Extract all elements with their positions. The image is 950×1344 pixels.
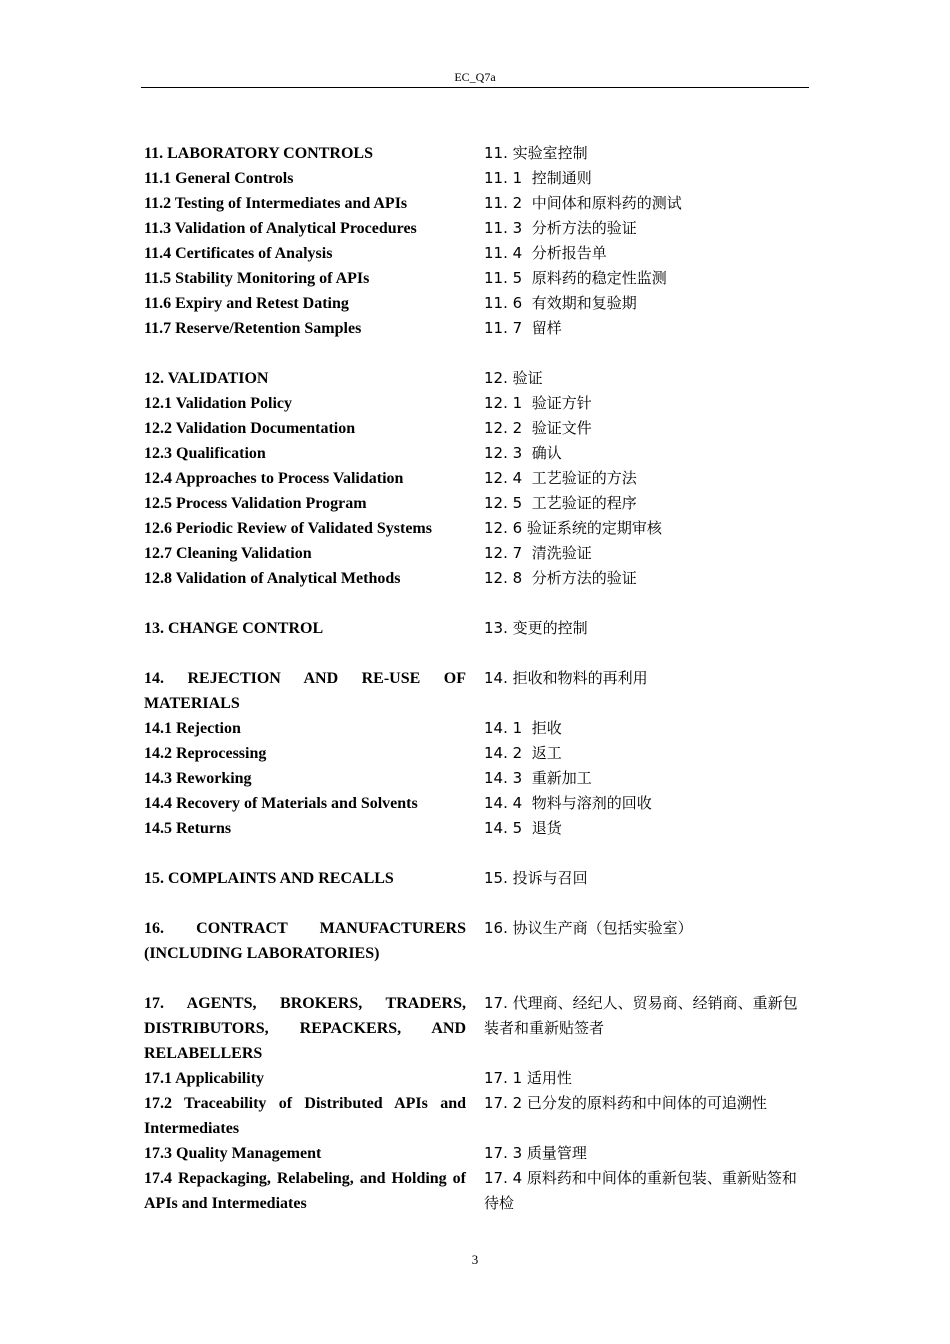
toc-entry-english: 11.3 Validation of Analytical Procedures [144, 220, 417, 237]
toc-entry-chinese: 17. 3 质量管理 [484, 1144, 587, 1162]
page-header [141, 70, 809, 88]
toc-entry-english: 11.4 Certificates of Analysis [144, 245, 333, 262]
toc-entry-chinese: 11. 5 原料药的稳定性监测 [484, 269, 667, 287]
toc-entry-english: 17. AGENTS, BROKERS, TRADERS, DISTRIBUTORS, REPACKERS, AND RELABELLERS [144, 995, 466, 1062]
toc-entry-chinese: 12. 2 验证文件 [484, 419, 592, 437]
toc-entry-chinese: 15. 投诉与召回 [484, 869, 588, 887]
toc-entry-english: 16. CONTRACT MANUFACTURERS (INCLUDING LABORATORIES) [144, 920, 466, 962]
toc-row [144, 716, 809, 741]
page-footer [0, 1252, 950, 1267]
toc-entry-chinese: 13. 变更的控制 [484, 619, 588, 637]
toc-row [144, 416, 809, 441]
toc-row [144, 366, 809, 391]
toc-entry-english: 14.4 Recovery of Materials and Solvents [144, 795, 418, 812]
toc-row [144, 241, 809, 266]
toc-section [144, 916, 809, 966]
toc-row [144, 866, 809, 891]
toc-entry-english: 12.1 Validation Policy [144, 395, 293, 412]
toc-row [144, 391, 809, 416]
toc-entry-chinese: 14. 1 拒收 [484, 719, 562, 737]
toc-entry-english: 12.6 Periodic Review of Validated Systems [144, 520, 432, 537]
toc-row [144, 816, 809, 841]
toc-entry-chinese: 12. 6 验证系统的定期审核 [484, 519, 662, 537]
toc-entry-chinese: 11. 3 分析方法的验证 [484, 219, 637, 237]
toc-entry-chinese: 11. 2 中间体和原料药的测试 [484, 194, 682, 212]
toc-row [144, 266, 809, 291]
toc-entry-english: 17.4 Repackaging, Relabeling, and Holding of APIs and Intermediates [144, 1170, 466, 1212]
toc-entry-english: 15. COMPLAINTS AND RECALLS [144, 870, 394, 887]
toc-entry-chinese: 11. 实验室控制 [484, 144, 588, 162]
toc-entry-english: 11. LABORATORY CONTROLS [144, 145, 373, 162]
toc-row [144, 666, 809, 716]
toc-entry-english: 14.3 Reworking [144, 770, 252, 787]
toc-entry-english: 12.4 Approaches to Process Validation [144, 470, 404, 487]
toc-entry-chinese: 11. 1 控制通则 [484, 169, 592, 187]
toc-entry-chinese: 12. 验证 [484, 369, 543, 387]
toc-row [144, 916, 809, 966]
toc-entry-english: 12.3 Qualification [144, 445, 266, 462]
toc-entry-chinese: 16. 协议生产商（包括实验室） [484, 919, 693, 937]
toc-section [144, 666, 809, 841]
toc-entry-english: 13. CHANGE CONTROL [144, 620, 324, 637]
toc-row [144, 316, 809, 341]
toc-entry-chinese: 11. 7 留样 [484, 319, 562, 337]
header-title: EC_Q7a [454, 70, 496, 84]
toc-entry-chinese: 14. 5 退货 [484, 819, 562, 837]
toc-entry-english: 11.6 Expiry and Retest Dating [144, 295, 349, 312]
toc-entry-english: 12.5 Process Validation Program [144, 495, 367, 512]
toc-section [144, 616, 809, 641]
toc-entry-english: 12. VALIDATION [144, 370, 269, 387]
table-of-contents [144, 141, 809, 1241]
toc-row [144, 1166, 809, 1216]
toc-row [144, 766, 809, 791]
toc-row [144, 216, 809, 241]
toc-section [144, 141, 809, 341]
toc-entry-english: 12.8 Validation of Analytical Methods [144, 570, 401, 587]
toc-entry-chinese: 17. 4 原料药和中间体的重新包装、重新贴签和待检 [484, 1169, 797, 1212]
toc-entry-chinese: 12. 1 验证方针 [484, 394, 592, 412]
toc-row [144, 1091, 809, 1141]
toc-entry-english: 11.2 Testing of Intermediates and APIs [144, 195, 408, 212]
toc-entry-chinese: 14. 3 重新加工 [484, 769, 592, 787]
toc-row [144, 141, 809, 166]
toc-entry-chinese: 17. 2 已分发的原料药和中间体的可追溯性 [484, 1094, 767, 1112]
toc-row [144, 1066, 809, 1091]
toc-row [144, 991, 809, 1066]
toc-section [144, 991, 809, 1216]
toc-entry-english: 14. REJECTION AND RE-USE OF MATERIALS [144, 670, 466, 712]
toc-row [144, 1141, 809, 1166]
toc-entry-chinese: 11. 4 分析报告单 [484, 244, 607, 262]
toc-entry-english: 14.1 Rejection [144, 720, 241, 737]
toc-entry-chinese: 12. 4 工艺验证的方法 [484, 469, 637, 487]
toc-entry-chinese: 17. 1 适用性 [484, 1069, 572, 1087]
toc-row [144, 466, 809, 491]
toc-entry-chinese: 14. 4 物料与溶剂的回收 [484, 794, 652, 812]
toc-row [144, 516, 809, 541]
toc-entry-chinese: 14. 2 返工 [484, 744, 562, 762]
toc-row [144, 191, 809, 216]
toc-entry-chinese: 12. 3 确认 [484, 444, 562, 462]
toc-entry-chinese: 11. 6 有效期和复验期 [484, 294, 637, 312]
toc-section [144, 366, 809, 591]
toc-row [144, 491, 809, 516]
toc-entry-english: 17.2 Traceability of Distributed APIs and Intermediates [144, 1095, 466, 1137]
toc-entry-english: 11.7 Reserve/Retention Samples [144, 320, 362, 337]
toc-entry-english: 17.3 Quality Management [144, 1145, 322, 1162]
toc-entry-english: 11.1 General Controls [144, 170, 294, 187]
toc-row [144, 791, 809, 816]
toc-entry-english: 12.2 Validation Documentation [144, 420, 356, 437]
toc-row [144, 291, 809, 316]
toc-entry-chinese: 12. 5 工艺验证的程序 [484, 494, 637, 512]
toc-entry-chinese: 17. 代理商、经纪人、贸易商、经销商、重新包装者和重新贴签者 [484, 994, 798, 1037]
toc-row [144, 616, 809, 641]
toc-row [144, 166, 809, 191]
toc-row [144, 741, 809, 766]
toc-entry-english: 14.5 Returns [144, 820, 232, 837]
toc-row [144, 541, 809, 566]
toc-entry-english: 11.5 Stability Monitoring of APIs [144, 270, 370, 287]
toc-entry-chinese: 12. 8 分析方法的验证 [484, 569, 637, 587]
page-number: 3 [471, 1252, 479, 1267]
toc-entry-english: 17.1 Applicability [144, 1070, 265, 1087]
toc-section [144, 866, 809, 891]
toc-entry-chinese: 14. 拒收和物料的再利用 [484, 669, 648, 687]
toc-entry-english: 12.7 Cleaning Validation [144, 545, 312, 562]
toc-row [144, 566, 809, 591]
toc-entry-chinese: 12. 7 清洗验证 [484, 544, 592, 562]
toc-entry-english: 14.2 Reprocessing [144, 745, 267, 762]
toc-row [144, 441, 809, 466]
